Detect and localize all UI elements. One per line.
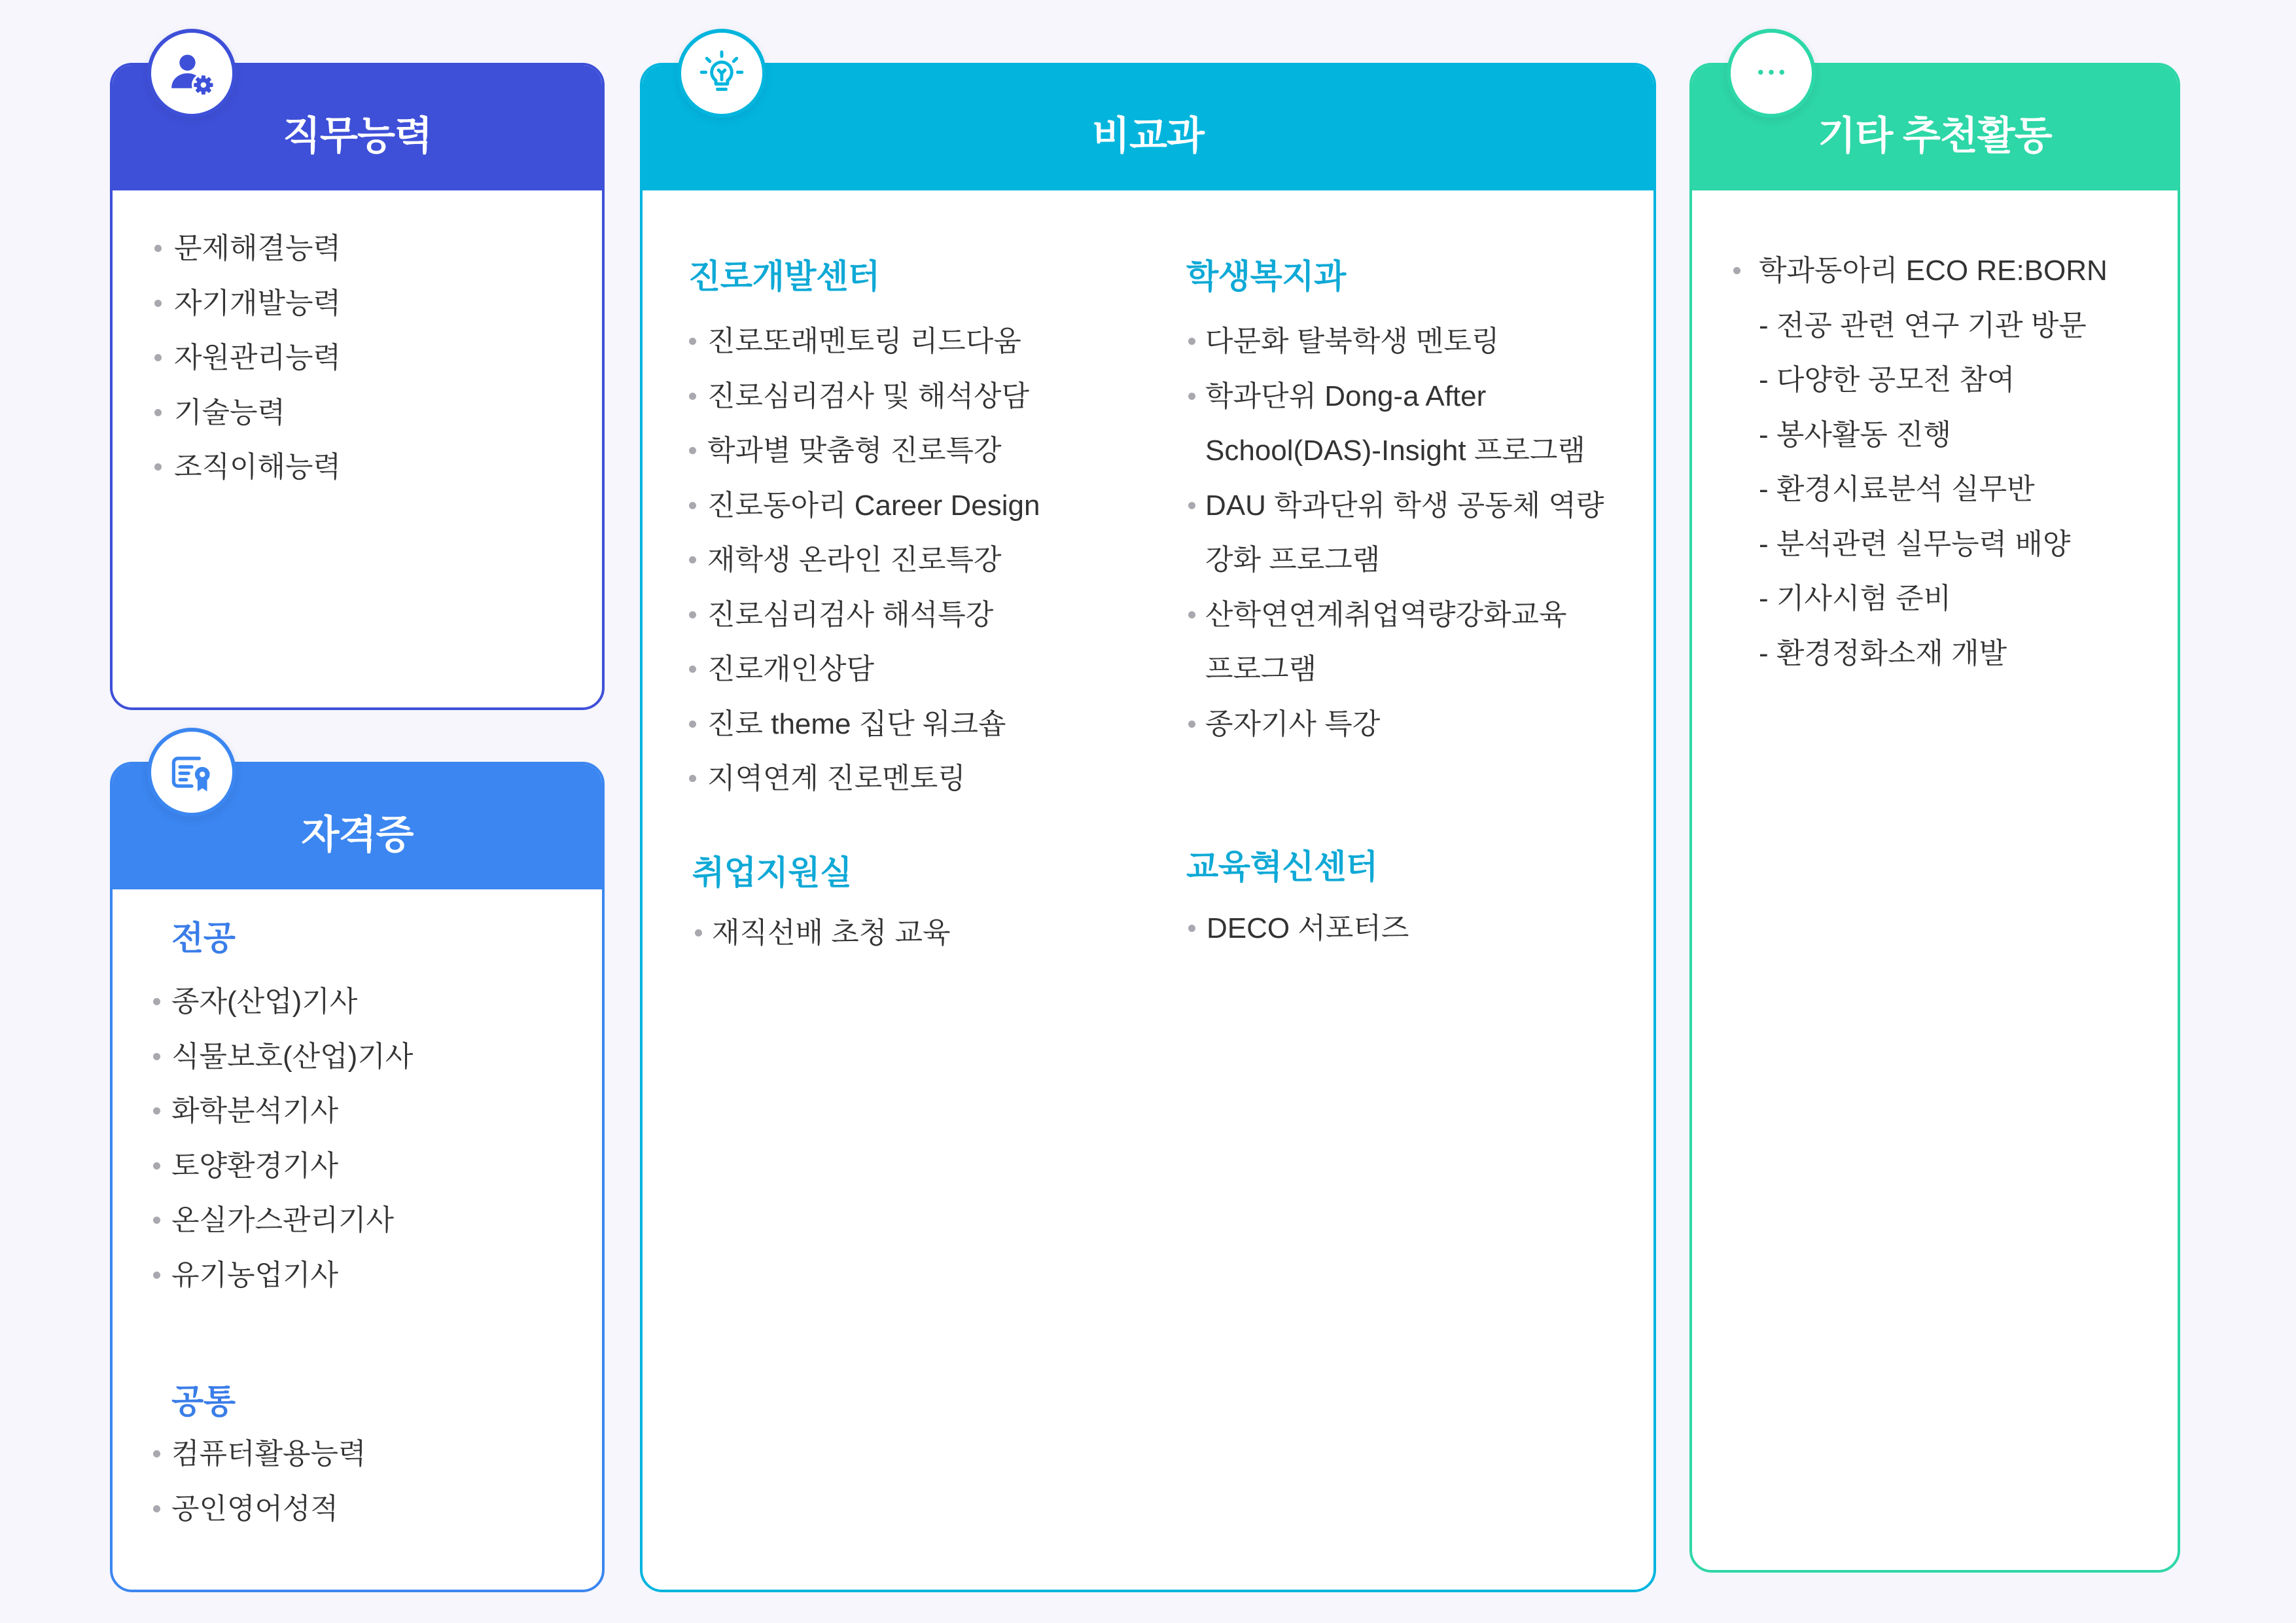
activity-item: - 봉사활동 진행 xyxy=(1759,418,1952,451)
more-dots-icon xyxy=(1746,48,1797,99)
list-item: 자원관리능력 xyxy=(154,330,341,385)
list-item: 조직이해능력 xyxy=(154,440,341,495)
icon-badge xyxy=(677,29,766,118)
list-item: 유기농업기사 xyxy=(153,1248,413,1303)
list-item: 진로 theme 집단 워크숍 xyxy=(689,697,1040,752)
item-list xyxy=(1188,314,1604,751)
section-heading: 학생복지과 xyxy=(1186,258,1346,295)
section-heading: 진로개발센터 xyxy=(688,258,880,295)
list-item: 진로또래멘토링 리드다움 xyxy=(689,314,1040,369)
item-list xyxy=(153,1427,366,1536)
list-item: 공인영어성적 xyxy=(153,1482,366,1537)
list-item: 진로심리검사 및 해석상담 xyxy=(689,369,1040,424)
list-item: 식물보호(산업)기사 xyxy=(153,1029,413,1084)
item-list xyxy=(1188,901,1409,956)
icon-badge xyxy=(147,728,236,817)
list-item: 진로개인상담 xyxy=(689,642,1040,697)
section-heading: 공통 xyxy=(171,1383,236,1420)
item-list xyxy=(695,906,950,961)
certificate-icon xyxy=(166,747,217,798)
activity-list xyxy=(1759,298,2108,681)
list-item: 학과별 맞춤형 진로특강 xyxy=(689,423,1040,478)
list-item: 지역연계 진로멘토링 xyxy=(689,751,1040,806)
list-item: 다문화 탈북학생 멘토링 xyxy=(1188,314,1604,369)
list-item: 기술능력 xyxy=(154,385,341,440)
icon-badge xyxy=(147,29,236,118)
section-heading: 전공 xyxy=(171,919,236,957)
activity-item: - 환경시료분석 실무반 xyxy=(1759,473,2035,505)
section-heading: 취업지원실 xyxy=(692,854,852,891)
card-title: 직무능력 xyxy=(283,114,432,158)
list-item: 온실가스관리기사 xyxy=(153,1193,413,1248)
item-list xyxy=(154,221,341,495)
list-item xyxy=(1733,243,2108,681)
list-item: 산학연연계취업역량강화교육 프로그램 xyxy=(1188,588,1604,697)
list-item: 종자(산업)기사 xyxy=(153,974,413,1029)
list-item: 재직선배 초청 교육 xyxy=(695,906,950,961)
card-extracurricular xyxy=(640,63,1656,1592)
icon-badge xyxy=(1727,29,1816,118)
card-title: 자격증 xyxy=(301,813,414,857)
item-list xyxy=(153,974,413,1302)
card-certification xyxy=(110,762,605,1592)
section-heading: 교육혁신센터 xyxy=(1186,848,1378,885)
activity-item: - 다양한 공모전 참여 xyxy=(1759,364,2015,396)
list-item: DECO 서포터즈 xyxy=(1188,901,1409,956)
list-item: 화학분석기사 xyxy=(153,1084,413,1139)
card-title: 비교과 xyxy=(1092,114,1204,158)
list-item: 자기개발능력 xyxy=(154,276,341,331)
list-item: 진로동아리 Career Design xyxy=(689,478,1040,533)
lightbulb-icon xyxy=(696,48,747,99)
activity-item: - 분석관련 실무능력 배양 xyxy=(1759,527,2071,560)
user-gear-icon xyxy=(166,48,217,99)
list-item: 문제해결능력 xyxy=(154,221,341,276)
list-item: 컴퓨터활용능력 xyxy=(153,1427,366,1482)
list-item: 종자기사 특강 xyxy=(1188,697,1604,752)
list-item: 학과단위 Dong-a After School(DAS)-Insight 프로그램 xyxy=(1188,369,1604,478)
activity-item: - 전공 관련 연구 기관 방문 xyxy=(1759,309,2087,342)
item-list xyxy=(689,314,1040,806)
club-name: 학과동아리 ECO RE:BORN xyxy=(1759,255,2108,287)
card-job-competency xyxy=(110,63,605,710)
activity-item: - 기사시험 준비 xyxy=(1759,582,1952,615)
list-item: DAU 학과단위 학생 공동체 역량 강화 프로그램 xyxy=(1188,478,1604,588)
card-other-activities xyxy=(1689,63,2180,1573)
card-title: 기타 추천활동 xyxy=(1818,114,2052,158)
activity-item: - 환경정화소재 개발 xyxy=(1759,637,2007,669)
item-list xyxy=(1733,243,2108,681)
list-item: 진로심리검사 해석특강 xyxy=(689,588,1040,643)
list-item: 재학생 온라인 진로특강 xyxy=(689,533,1040,588)
list-item: 토양환경기사 xyxy=(153,1139,413,1194)
